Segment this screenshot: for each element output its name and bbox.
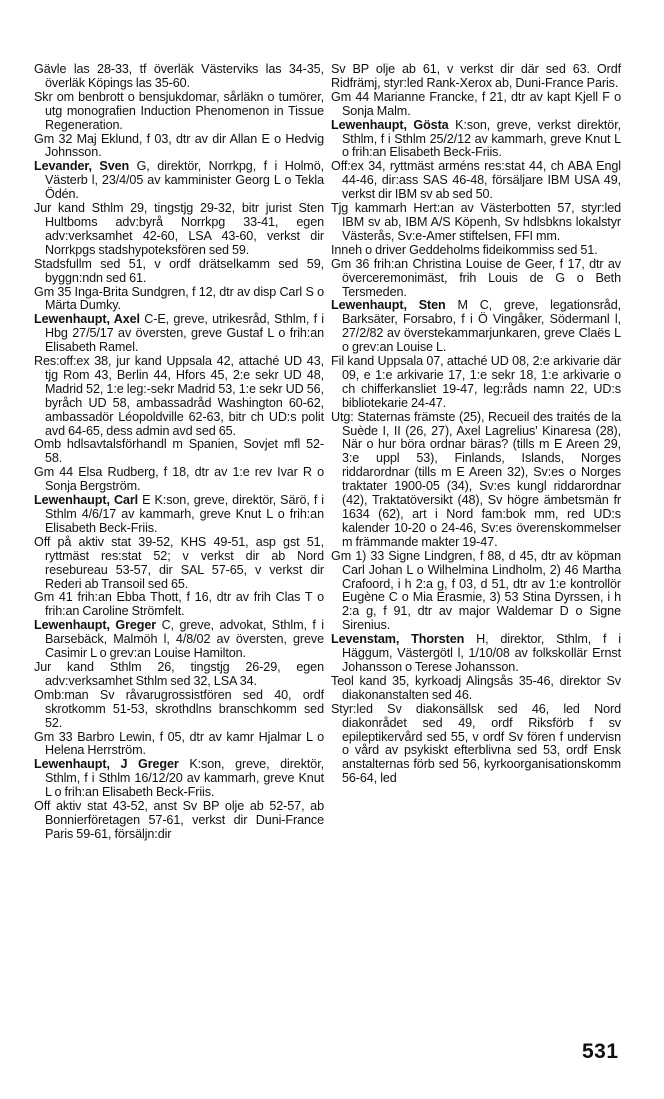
entry-text: Jur kand Sthlm 29, tingstjg 29-32, bitr jurist Sten Hultboms adv:byrå Norrkpg 33-41, egen adv:verksamhet 42-60, LSA 43-60, verkst dir Norrkpgs stadshypoteksfören sed 59. xyxy=(34,201,324,257)
entry-name: Lewenhaupt, Gösta xyxy=(331,117,449,132)
entry-paragraph xyxy=(331,550,621,633)
right-column xyxy=(331,63,621,786)
entry-paragraph xyxy=(34,202,324,258)
entry-paragraph xyxy=(34,466,324,494)
entry-paragraph xyxy=(34,258,324,286)
entry-text: Tjg kammarh Hert:an av Västerbotten 57, styr:led IBM sv ab, IBM A/S Köpenh, Sv hdlsbkns lokalstyr Västerås, Sv:e-Amer stiftelsen, FFI mm. xyxy=(331,201,621,243)
entry-text: Fil kand Uppsala 07, attaché UD 08, 2:e arkivarie där 09, e 1:e arkivarie 17, 1:e sekr 18, 1:e arkivarie o ch chifferkansliet 19-47, leg:råds namn 22, UD:s bibliotekarie 24-47. xyxy=(331,354,621,410)
entry-paragraph xyxy=(34,591,324,619)
biography-entry xyxy=(331,299,621,355)
entry-paragraph xyxy=(331,91,621,119)
entry-paragraph xyxy=(34,286,324,314)
entry-text: Jur kand Sthlm 26, tingstjg 26-29, egen adv:verksamhet Sthlm sed 32, LSA 34. xyxy=(34,659,324,688)
entry-paragraph xyxy=(331,63,621,91)
entry-text: Gm 44 Marianne Francke, f 21, dtr av kapt Kjell F o Sonja Malm. xyxy=(331,89,621,118)
entry-text: Gm 33 Barbro Lewin, f 05, dtr av kamr Hjalmar L o Helena Herrström. xyxy=(34,729,324,758)
entry-name: Lewenhaupt, J Greger xyxy=(34,757,179,772)
entry-text: H, direktor, Sthlm, f i Häggum, Västergötl l, 1/10/08 av folkskollär Ernst Johansson o Terese Johansson. xyxy=(342,632,621,674)
entry-text: Teol kand 35, kyrkoadj Alingsås 35-46, direktor Sv diakonanstalten sed 46. xyxy=(331,673,621,702)
biography-entry xyxy=(34,160,324,202)
entry-paragraph xyxy=(34,536,324,592)
entry-text: G, direktör, Norrkpg, f i Holmö, Västerb l, 23/4/05 av kamminister Georg L o Tekla Ödén. xyxy=(45,159,324,202)
entry-text: E K:son, greve, direktör, Särö, f i Sthlm 4/6/17 av kammarh, greve Knut L o frih:an Elisabeth Beck-Friis. xyxy=(45,493,325,535)
entry-text: Omb:man Sv råvarugrossistfören sed 40, ordf skrotkomm 51-53, skrothdlns branschkomm sed 52. xyxy=(34,687,324,730)
entry-text: Res:off:ex 38, jur kand Uppsala 42, attaché UD 43, tjg Rom 43, Berlin 44, Hfors 45, 2:e sekr UD 48, Madrid 52, 1:e leg:-sekr Madrid 53, 1:e sekr UD 56, byråch UD 58, ambassadråd Washington 60-62, ambassadör Léopoldville 62-63, bitr ch UD:s polit avd 64-65, dess admin avd sed 65. xyxy=(34,354,324,438)
page-number: 531 xyxy=(582,1040,619,1063)
biography-entry xyxy=(331,633,621,675)
biography-entry xyxy=(34,313,324,355)
left-column xyxy=(34,63,324,842)
entry-text: Gm 41 frih:an Ebba Thott, f 16, dtr av frih Clas T o frih:an Caroline Strömfelt. xyxy=(34,590,324,619)
entry-text: Stadsfullm sed 51, v ordf drätselkamm sed 59, byggn:ndn sed 61. xyxy=(34,256,324,285)
entry-text: Inneh o driver Geddeholms fideikommiss sed 51. xyxy=(331,242,598,257)
entry-name: Lewenhaupt, Axel xyxy=(34,312,140,327)
entry-paragraph xyxy=(34,731,324,759)
entry-paragraph xyxy=(34,63,324,91)
entry-text: K:son, greve, verkst direktör, Sthlm, f i Sthlm 25/2/12 av kammarh, greve Knut L o frih:an Elisabeth Beck-Friis. xyxy=(342,117,622,160)
entry-text: Gm 35 Inga-Brita Sundgren, f 12, dtr av disp Carl S o Märta Dumky. xyxy=(34,284,324,313)
entry-name: Lewenhaupt, Greger xyxy=(34,618,157,633)
entry-text: Styr:led Sv diakonsällsk sed 46, led Nord diakonrådet sed 49, ordf Riksförb f sv epileptikervård sed 55, v ordf Sv fören f undervisn o vård av psykiskt efterblivna sed 53, ordf Ensk anstalternas förb sed 56, kyrkoorganisationskomm 56-64, led xyxy=(331,701,621,786)
entry-text: Off på aktiv stat 39-52, KHS 49-51, asp gst 51, ryttmäst res:stat 52; v verkst dir ab Nord resebureau 53-57, dir SAL 57-65, v verkst dir Rederi ab Transoil sed 65. xyxy=(34,534,324,591)
entry-text: Skr om benbrott o bensjukdomar, sårläkn o tumörer, utg monografien Induction Phenomenon in Tissue Regeneration. xyxy=(34,89,324,132)
entry-paragraph xyxy=(34,133,324,161)
biography-entry xyxy=(34,494,324,536)
entry-text: Off aktiv stat 43-52, anst Sv BP olje ab 52-57, ab Bonnierföretagen 57-61, verkst dir Duni-France Paris 59-61, försäljn:dir xyxy=(34,799,324,841)
entry-paragraph xyxy=(331,411,621,550)
entry-paragraph xyxy=(34,355,324,438)
entry-text: C-E, greve, utrikesråd, Sthlm, f i Hbg 27/5/17 av översten, greve Gustaf L o frih:an Elisabeth Ramel. xyxy=(45,312,324,355)
entry-paragraph xyxy=(34,91,324,133)
entry-paragraph xyxy=(331,703,621,786)
entry-paragraph xyxy=(331,258,621,300)
entry-name: Levenstam, Thorsten xyxy=(331,632,465,647)
entry-name: Levander, Sven xyxy=(34,159,130,174)
entry-text: Gm 1) 33 Signe Lindgren, f 88, d 45, dtr av köpman Carl Johan L o Wilhelmina Lindholm, 2) 46 Martha Crafoord, i h 2:a g, f 03, d 51, dtr av 1:e kontrollör Eugène C o Mia Erasmie, 3) 53 Stina Dyrssen, i h 2:a g, f 91, dtr av major Waldemar D o Signe Sirenius. xyxy=(331,548,621,633)
entry-paragraph xyxy=(331,244,621,258)
entry-name: Lewenhaupt, Carl xyxy=(34,493,139,508)
entry-text: Utg: Staternas främste (25), Recueil des traités de la Suède I, II (26, 27), Axel Lagrelius' Kinaresa (28), När o hur böra ordnar bäras? (tills m E Areen 29, 3:e uppl 53), Finlands, Islands, Norges riddarordnar (tills m E Areen 32), Sv:es o Norges traktater 1900-05 (34), Sv:es kungl riddarordnar (42), Traktatöversikt (48), Sv högre ämbetsmän fr 1634 (62), art i Nord fam:bok mm, red UD:s kalender 10-20 o 24-46, Sv:es överenskommelser m främmande makter 19-47. xyxy=(331,409,621,549)
biography-entry xyxy=(34,619,324,661)
entry-text: K:son, greve, direktör, Sthlm, f i Sthlm 16/12/20 av kammarh, greve Knut L o frih:an Elisabeth Beck-Friis. xyxy=(45,757,324,800)
entry-text: Omb hdlsavtalsförhandl m Spanien, Sovjet mfl 52-58. xyxy=(34,437,324,466)
entry-name: Lewenhaupt, Sten xyxy=(331,298,446,313)
entry-paragraph xyxy=(34,689,324,731)
entry-text: Gävle las 28-33, tf överläk Västerviks las 34-35, överläk Köpings las 35-60. xyxy=(34,62,324,90)
entry-paragraph xyxy=(331,160,621,202)
entry-text: Sv BP olje ab 61, v verkst dir där sed 63. Ordf Ridfrämj, styr:led Rank-Xerox ab, Duni-France Paris. xyxy=(331,62,621,90)
entry-paragraph xyxy=(34,438,324,466)
entry-paragraph xyxy=(34,800,324,842)
entry-text: Gm 36 frih:an Christina Louise de Geer, f 17, dtr av överceremonimäst, frih Louis de G o Beth Tersmeden. xyxy=(331,256,621,299)
entry-paragraph xyxy=(331,202,621,244)
entry-text: M C, greve, legationsråd, Barksäter, Forsabro, f i Ö Vingåker, Södermanl l, 27/2/82 av överstekammarjunkaren, greve Claës L o grev:an Louise L. xyxy=(342,298,621,355)
entry-text: C, greve, advokat, Sthlm, f i Barsebäck, Malmöh l, 4/8/02 av översten, greve Casimir L o grev:an Louise Hamilton. xyxy=(45,618,324,661)
biography-entry xyxy=(331,119,621,161)
entry-text: Off:ex 34, ryttmäst arméns res:stat 44, ch ABA Engl 44-46, dir:ass SAS 46-48, försäljare IBM USA 49, verkst dir IBM sv ab sed 50. xyxy=(331,159,621,202)
entry-text: Gm 32 Maj Eklund, f 03, dtr av dir Allan E o Hedvig Johnsson. xyxy=(34,131,324,160)
entry-paragraph xyxy=(331,355,621,411)
entry-text: Gm 44 Elsa Rudberg, f 18, dtr av 1:e rev Ivar R o Sonja Bergström. xyxy=(34,465,324,494)
biography-entry xyxy=(34,758,324,800)
entry-paragraph xyxy=(34,661,324,689)
entry-paragraph xyxy=(331,675,621,703)
